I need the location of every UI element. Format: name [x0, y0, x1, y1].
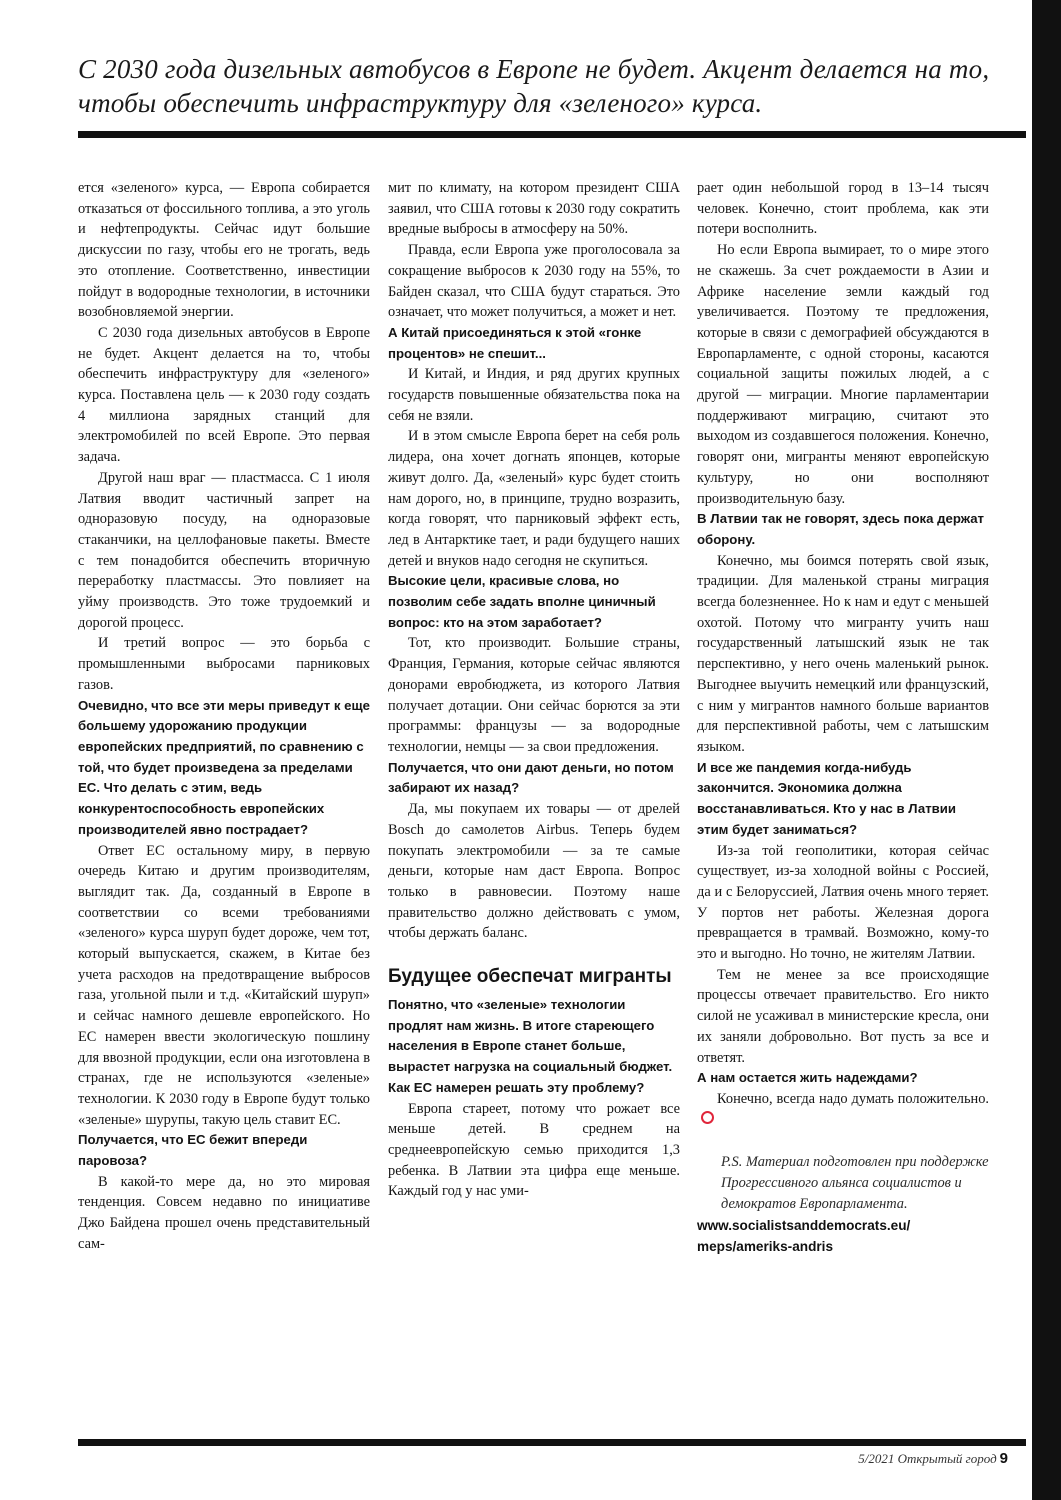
answer-paragraph — [697, 965, 989, 1069]
pull-quote: С 2030 года дизельных автобусов в Европе не будет. Акцент делается на то, чтобы обеспечить инфраструктуру для «зеленого» курса. — [78, 54, 990, 118]
answer-paragraph — [697, 240, 989, 509]
answer-paragraph — [388, 178, 680, 240]
paragraph-text: А Китай присоединяться к этой «гонке процентов» не спешит... — [388, 324, 642, 361]
top-rule — [78, 131, 1026, 138]
paragraph-text: С 2030 года дизельных автобусов в Европе не будет. Акцент делается на то, чтобы обеспечить инфраструктуру для «зеленого» курса. Поставлена цель — к 2030 году создать 4 миллиона зарядных станций для электромобилей по всей Европе. Это первая задача. — [78, 324, 370, 466]
paragraph-text: Правда, если Европа уже проголосовала за сокращение выбросов к 2030 году на 55%, то Байден сказал, что США будут стараться. Это означает, что может получиться, а может и нет. — [388, 242, 680, 321]
paragraph-text: Очевидно, что все эти меры приведут к еще большему удорожанию продукции европейских предприятий, по сравнению с той, что будет произведена за пределами ЕС. Что делать с этим, ведь конкурентоспособность европейских производителей явно пострадает? — [78, 697, 370, 837]
paragraph-text: Будущее обеспечат мигранты — [388, 966, 672, 988]
paragraph-text: Конечно, мы боимся потерять свой язык, традиции. Для маленькой страны миграция всегда болезненнее. Но к нам и едут с меньшей охотой. Потому что мигранту учить наш государственный латышский язык не так перспективно, у него очень маленький рынок. Выгоднее выучить немецкий или французский, с ним у мигрантов намного больше вариантов для перспективной работы, чем с латышским языком. — [697, 552, 989, 755]
article-column-2 — [388, 178, 680, 1202]
ps-note-text: P.S. Материал подготовлен при поддержке Прогрессивного альянса социалистов и демократов Европарламента. — [721, 1154, 989, 1212]
interview-question — [78, 1130, 370, 1171]
answer-paragraph — [388, 364, 680, 426]
paragraph-text: И Китай, и Индия, и ряд других крупных государств повышенные обязательства пока на себя не взяли. — [388, 366, 680, 424]
answer-paragraph — [697, 178, 989, 240]
page-number: 9 — [999, 1450, 1008, 1467]
paragraph-text: Ответ ЕС остальному миру, в первую очередь Китаю и другим производителям, выглядит так. Да, созданный в Европе в соответствии со всеми требованиями «зеленого» курса шуруп будет дороже, чем тот, который выпускается, скажем, в Китае без учета расходов на предотвращение выбросов газа, угольной пыли и т.д. «Китайский шуруп» и сейчас намного дешевле европейского. Но ЕС намерен ввести экологическую пошлину для ввозной продукции, если она изготовлена в странах, где не используются «зеленые» технологии. К 2030 году в Европе будут только «зеленые» шурупы, такую цель ставит ЕС. — [78, 842, 370, 1128]
answer-paragraph — [388, 799, 680, 944]
paragraph-text: Получается, что они дают деньги, но потом забирают их назад? — [388, 759, 674, 796]
answer-paragraph — [388, 633, 680, 757]
answer-paragraph — [697, 551, 989, 758]
paragraph-text: мит по климату, на котором президент США заявил, что США готовы к 2030 году сократить вредные выбросы в атмосферу на 50%. — [388, 180, 680, 238]
answer-paragraph — [78, 323, 370, 468]
paragraph-text: Да, мы покупаем их товары — от дрелей Bosch до самолетов Airbus. Теперь будем покупать электромобили — за те самые деньги, которые нам даст Европа. Вопрос только в равновесии. Поэтому наше правительство должно действовать с умом, чтобы держать баланс. — [388, 801, 680, 942]
article-column-3 — [697, 178, 989, 1258]
answer-paragraph — [78, 178, 370, 323]
page-edge-bar — [1032, 0, 1061, 1500]
interview-question — [388, 571, 680, 633]
interview-question — [388, 995, 680, 1099]
source-link[interactable]: www.socialistsanddemocrats.eu/ meps/ameriks-andris — [697, 1218, 911, 1255]
answer-paragraph — [388, 240, 680, 323]
section-heading — [388, 966, 680, 987]
paragraph-text: И в этом смысле Европа берет на себя роль лидера, она хочет догнать японцев, которые живут долго. Да, «зеленый» курс будет стоить нам дорого, но, в принципе, трудно возразить, когда говорят, что парниковый эффект есть, лед в Антарктике тает, и ради будущего наших детей и внуков надо сегодня не скупиться. — [388, 428, 680, 569]
issue-label: 5/2021 Открытый город — [858, 1451, 997, 1466]
paragraph-text: Другой наш враг — пластмасса. С 1 июля Латвия вводит частичный запрет на одноразовую посуду, на одноразовые стаканчики, на целлофановые пакеты. Вместе с тем понадобится обеспечить вторичную переработку пластмассы. Это повлияет на уйму производств. Это тоже трудоемкий и дорогой процесс. — [78, 469, 370, 631]
interview-question — [697, 758, 989, 841]
interview-question — [697, 1068, 989, 1089]
ps-note — [697, 1152, 989, 1214]
answer-paragraph — [78, 1172, 370, 1255]
paragraph-text: Получается, что ЕС бежит впереди паровоза? — [78, 1132, 308, 1169]
paragraph-text: И третий вопрос — это борьба с промышленными выбросами парниковых газов. — [78, 635, 370, 693]
paragraph-text: рает один небольшой город в 13–14 тысяч человек. Конечно, стоит проблема, как эти потери восполнить. — [697, 180, 989, 238]
paragraph-text: Высокие цели, красивые слова, но позволим себе задать вполне циничный вопрос: кто на этом заработает? — [388, 573, 656, 630]
answer-paragraph — [78, 633, 370, 695]
paragraph-text: А нам остается жить надеждами? — [697, 1070, 918, 1086]
page-footer — [858, 1450, 1008, 1467]
paragraph-text: Европа стареет, потому что рожает все меньше детей. В среднем на среднеевропейскую семью приходится 1,3 ребенка. В Латвии эта цифра еще меньше. Каждый год у нас уми- — [388, 1100, 680, 1200]
paragraph-text: Тем не менее за все происходящие процессы отвечает правительство. Его никто силой не усаживал в министерские кресла, они их заняли добровольно. Вот пусть за все и ответят. — [697, 966, 989, 1066]
answer-paragraph — [697, 1089, 989, 1130]
interview-question — [78, 696, 370, 841]
interview-question — [697, 509, 989, 550]
answer-paragraph — [78, 841, 370, 1131]
paragraph-text: Из-за той геополитики, которая сейчас существует, из-за холодной войны с Россией, да и с Белоруссией, Латвия очень много теряет. У портов нет работы. Железная дорога превращается в трамвай. Возможно, кому-то это и выгодно. Но точно, не жителям Латвии. — [697, 842, 989, 963]
paragraph-text: Понятно, что «зеленые» технологии продлят нам жизнь. В итоге стареющего населения в Европе станет больше, вырастет нагрузка на социальный бюджет. Как ЕС намерен решать эту проблему? — [388, 997, 673, 1095]
paragraph-text: В Латвии так не говорят, здесь пока держат оборону. — [697, 511, 985, 547]
paragraph-text: И все же пандемия когда-нибудь закончится. Экономика должна восстанавливаться. Кто у нас в Латвии этим будет заниматься? — [697, 759, 956, 837]
paragraph-text: Но если Европа вымирает, то о мире этого не скажешь. За счет рождаемости в Азии и Африке население земли каждый год увеличивается. Поэтому те предложения, которые в связи с демографией обсуждаются в Европарламенте, с одной стороны, касаются социальной защиты пожилых людей, а с другой — миграции. Многие парламентарии поддерживают миграцию, считают это выходом из создавшегося положения. Конечно, говорят они, мигранты меняют европейскую культуру, но они восполняют производительную базу. — [697, 242, 989, 507]
column-3-body — [697, 178, 989, 1130]
answer-paragraph — [388, 426, 680, 571]
article-column-1 — [78, 178, 370, 1255]
paragraph-text: ется «зеленого» курса, — Европа собирается отказаться от фоссильного топлива, а это уголь и нефтепродукты. Сейчас идут большие дискуссии по газу, чтобы его не трогать, ведь это отопление. Соответственно, инвестиции пойдут в водородные технологии, в источники возобновляемой энергии. — [78, 180, 370, 321]
paragraph-text: Тот, кто производит. Большие страны, Франция, Германия, которые сейчас являются донорами евробюджета, из которого Латвия получает дотации. Они сейчас борются за эти программы: французы — за водородные технологии, немцы — за свои предложения. — [388, 635, 680, 755]
answer-paragraph — [388, 1099, 680, 1203]
paragraph-text: Конечно, всегда надо думать положительно. — [717, 1090, 989, 1107]
answer-paragraph — [697, 841, 989, 965]
bottom-rule — [78, 1439, 1026, 1446]
answer-paragraph — [78, 468, 370, 634]
end-of-article-icon — [701, 1111, 714, 1124]
interview-question — [388, 758, 680, 799]
paragraph-text: В какой-то мере да, но это мировая тенденция. Совсем недавно по инициативе Джо Байдена прошел очень представительный сам- — [78, 1173, 370, 1252]
interview-question — [388, 323, 680, 364]
